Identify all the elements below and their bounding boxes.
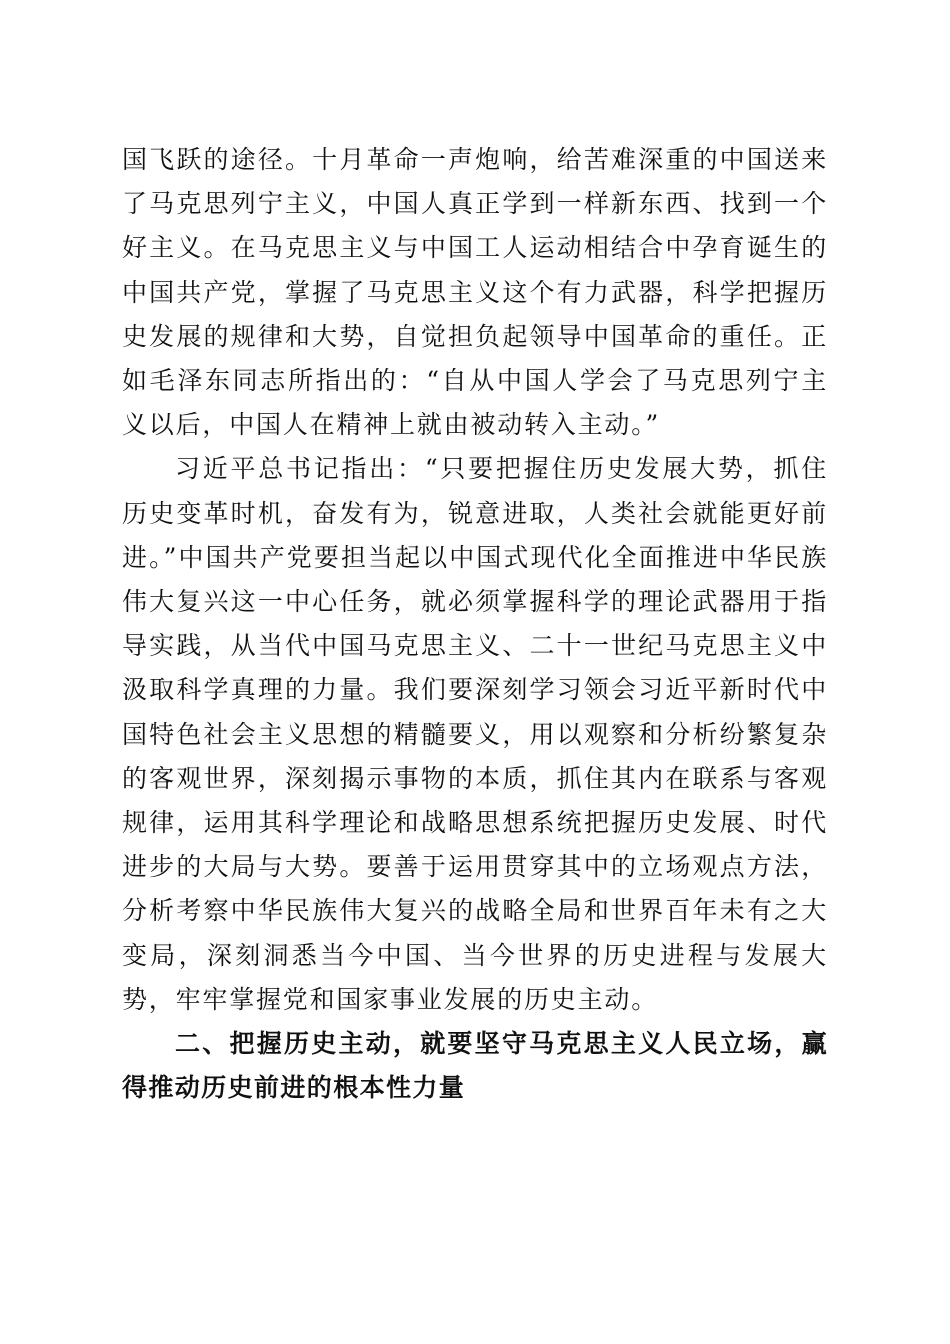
- section-heading: 二、把握历史主动，就要坚守马克思主义人民立场，赢得推动历史前进的根本性力量: [122, 1029, 828, 1103]
- document-body: [122, 138, 828, 1110]
- paragraph-xi-quote: 习近平总书记指出：“只要把握住历史发展大势，抓住历史变革时机，奋发有为，锐意进取，人类社会就能更好前进。”中国共产党要担当起以中国式现代化全面推进中华民族伟大复兴这一中心任务，就必须掌握科学的理论武器用于指导实践，从当代中国马克思主义、二十一世纪马克思主义中汲取科学真理的力量。我们要深刻学习领会习近平新时代中国特色社会主义思想的精髓要义，用以观察和分析纷繁复杂的客观世界，深刻揭示事物的本质，抓住其内在联系与客观规律，运用其科学理论和战略思想系统把握历史发展、时代进步的大局与大势。要善于运用贯穿其中的立场观点方法，分析考察中华民族伟大复兴的战略全局和世界百年未有之大变局，深刻洞悉当今中国、当今世界的历史进程与发展大势，牢牢掌握党和国家事业发展的历史主动。: [122, 454, 828, 1014]
- paragraph-continuation: 国飞跃的途径。十月革命一声炮响，给苦难深重的中国送来了马克思列宁主义，中国人真正学到一样新东西、找到一个好主义。在马克思主义与中国工人运动相结合中孕育诞生的中国共产党，掌握了马克思主义这个有力武器，科学把握历史发展的规律和大势，自觉担负起领导中国革命的重任。正如毛泽东同志所指出的：“自从中国人学会了马克思列宁主义以后，中国人在精神上就由被动转入主动。”: [122, 145, 828, 440]
